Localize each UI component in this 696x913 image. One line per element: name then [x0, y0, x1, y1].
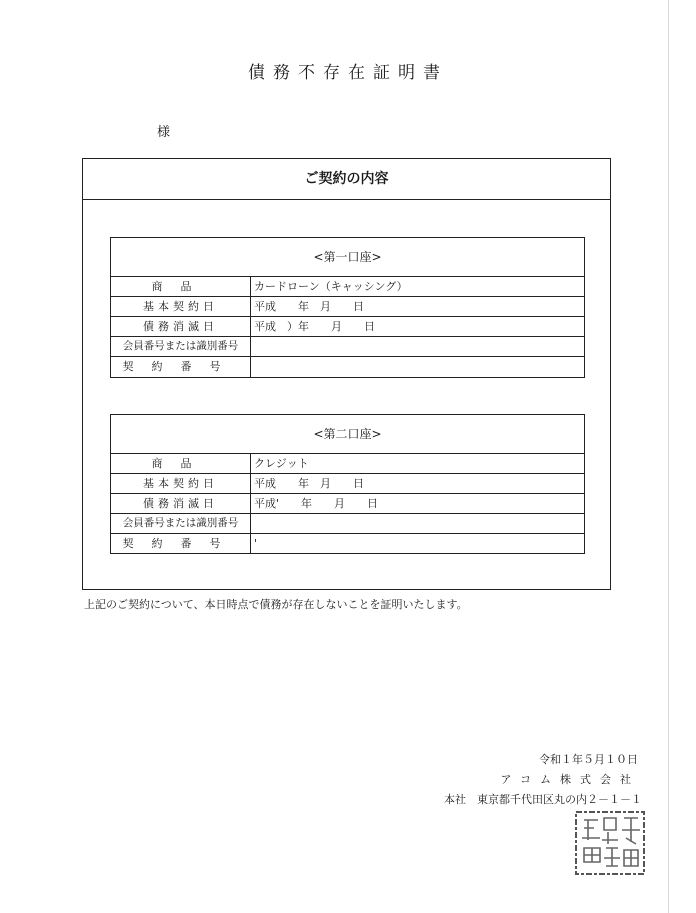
- addressee-honorific: 様: [157, 125, 171, 140]
- table-row: [111, 337, 584, 357]
- company-address: 本社 東京都千代田区丸の内２－１－１: [444, 793, 642, 806]
- table-row: [111, 317, 584, 337]
- row-label: 契約番号: [111, 357, 251, 377]
- row-value: 平成 年 月 日: [254, 300, 364, 313]
- table-row: [111, 534, 584, 554]
- row-value: 平成 ）年 月 日: [254, 320, 375, 333]
- company-name: アコム株式会社: [500, 773, 640, 786]
- row-value: 平成' 年 月 日: [254, 497, 379, 510]
- row-label: 商品: [111, 277, 251, 296]
- account-1-table: [110, 237, 585, 378]
- table-row: [111, 297, 584, 317]
- row-value: ': [254, 537, 258, 550]
- row-value: 平成 年 月 日: [254, 477, 364, 490]
- row-value: [251, 357, 584, 377]
- table-row: [111, 474, 584, 494]
- row-value: [251, 514, 584, 533]
- table-row: [111, 277, 584, 297]
- document-title: 債務不存在証明書: [248, 63, 448, 83]
- table-row: [111, 357, 584, 377]
- table-row: [111, 494, 584, 514]
- row-label: 債務消滅日: [111, 317, 251, 336]
- table-row: [111, 514, 584, 534]
- row-label: 契約番号: [111, 534, 251, 554]
- row-label: 債務消滅日: [111, 494, 251, 513]
- row-value: [251, 337, 584, 356]
- row-label: 会員番号または識別番号: [111, 514, 251, 533]
- certification-statement: 上記のご契約について、本日時点で債務が存在しないことを証明いたします。: [84, 598, 468, 611]
- row-value: クレジット: [254, 457, 309, 470]
- account-heading: <第二口座>: [111, 415, 584, 454]
- row-value: カードローン（キャッシング）: [254, 280, 408, 293]
- row-label: 会員番号または識別番号: [111, 337, 251, 356]
- page-edge-line: [668, 0, 669, 913]
- issue-date: 令和１年５月１０日: [539, 753, 638, 766]
- account-heading: <第一口座>: [111, 238, 584, 277]
- company-seal-stamp: [574, 810, 646, 876]
- contract-details-heading: ご契約の内容: [83, 159, 610, 200]
- account-2-table: [110, 414, 585, 554]
- row-label: 商品: [111, 454, 251, 473]
- contract-details-box: [82, 158, 611, 590]
- row-label: 基本契約日: [111, 474, 251, 493]
- row-label: 基本契約日: [111, 297, 251, 316]
- table-row: [111, 454, 584, 474]
